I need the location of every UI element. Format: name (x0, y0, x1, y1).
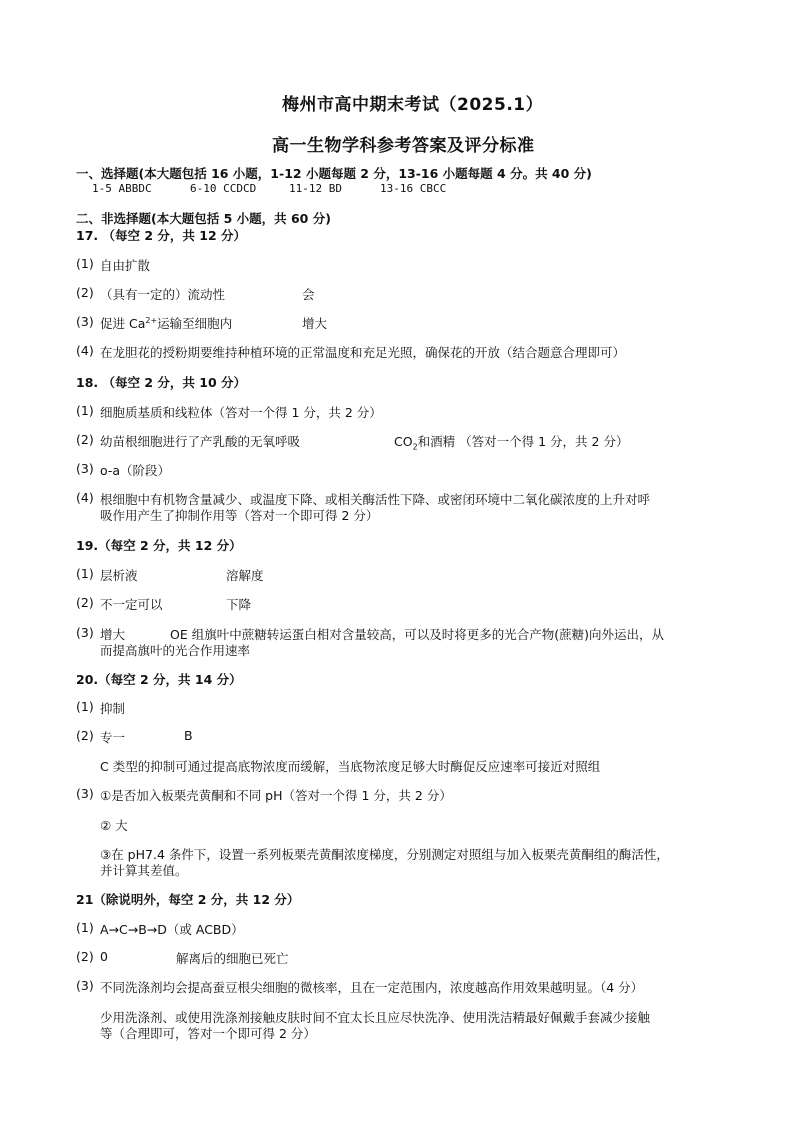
document-title: 梅州市高中期末考试（2025.1） (282, 95, 544, 115)
answer-number: (1) (76, 699, 94, 714)
question-17-heading: 17. （每空 2 分，共 12 分） (76, 228, 246, 243)
answer-text: OE 组旗叶中蔗糖转运蛋白相对含量较高，可以及时将更多的光合产物(蔗糖)向外运出，从 (170, 627, 664, 642)
mc-answer-group: 11-12 BD (289, 182, 342, 195)
answer-text: 并计算其差值。 (100, 863, 188, 878)
answer-text: ③在 pH7.4 条件下，设置一系列板栗壳黄酮浓度梯度，分别测定对照组与加入板栗壳黄酮组的酶活性， (100, 847, 669, 862)
answer-text: 而提高旗叶的光合作用速率 (100, 643, 251, 658)
answer-text: 促进 $Ca^{2+}$运输至细胞内 (100, 315, 233, 331)
question-20-heading: 20.（每空 2 分，共 14 分） (76, 672, 242, 687)
answer-text: 不同洗涤剂均会提高蚕豆根尖细胞的微核率，且在一定范围内，浓度越高作用效果越明显。（4 分） (100, 980, 644, 995)
answer-text: 会 (302, 287, 315, 302)
answer-text: 自由扩散 (100, 258, 151, 273)
answer-number: (1) (76, 566, 94, 581)
section-1-heading: 一、选择题(本大题包括 16 小题，1-12 小题每题 2 分，13-16 小题每题 4 分。共 40 分) (76, 166, 592, 181)
answer-text: B (184, 728, 193, 743)
answer-text: 不一定可以 (100, 597, 163, 612)
question-19-heading: 19.（每空 2 分，共 12 分） (76, 538, 242, 553)
answer-number: (2) (76, 432, 94, 447)
answer-text: 溶解度 (226, 568, 264, 583)
answer-number: (2) (76, 285, 94, 300)
answer-text: 下降 (226, 597, 252, 612)
answer-text: 幼苗根细胞进行了产乳酸的无氧呼吸 (100, 434, 301, 449)
answer-text: A→C→B→D（或 ACBD） (100, 922, 244, 937)
answer-text: 专一 (100, 730, 126, 745)
answer-number: (1) (76, 403, 94, 418)
answer-text: （具有一定的）流动性 (100, 287, 226, 302)
mc-answer-group: 1-5 ABBDC (92, 182, 152, 195)
mc-answer-group: 13-16 CBCC (380, 182, 447, 195)
answer-number: (3) (76, 786, 94, 801)
mc-answer-group: 6-10 CCDCD (190, 182, 257, 195)
answer-number: (3) (76, 461, 94, 476)
answer-text: o-a（阶段） (100, 463, 171, 478)
answer-number: (2) (76, 595, 94, 610)
answer-text: 等（合理即可，答对一个即可得 2 分） (100, 1026, 316, 1041)
answer-text: 细胞质基质和线粒体（答对一个得 1 分，共 2 分） (100, 405, 382, 420)
answer-text: 解离后的细胞已死亡 (176, 951, 289, 966)
answer-number: (3) (76, 314, 94, 329)
answer-number: (1) (76, 920, 94, 935)
answer-text: 抑制 (100, 701, 126, 716)
answer-number: (2) (76, 949, 94, 964)
question-18-heading: 18. （每空 2 分，共 10 分） (76, 375, 246, 390)
answer-text: 少用洗涤剂、或使用洗涤剂接触皮肤时间不宜太长且应尽快洗净、使用洗洁精最好佩戴手套减少接触 (100, 1010, 651, 1025)
answer-text: 增大 (302, 316, 328, 331)
answer-number: (1) (76, 256, 94, 271)
question-21-heading: 21（除说明外，每空 2 分，共 12 分） (76, 892, 300, 907)
answer-text: 层析液 (100, 568, 138, 583)
answer-text: ② 大 (100, 818, 128, 833)
answer-text: C 类型的抑制可通过提高底物浓度而缓解，当底物浓度足够大时酶促反应速率可接近对照组 (100, 759, 601, 774)
answer-text: 0 (100, 949, 108, 964)
answer-text: $CO_2$和酒精 （答对一个得 1 分，共 2 分） (394, 434, 629, 452)
answer-number: (4) (76, 490, 94, 505)
answer-text: 在龙胆花的授粉期要维持种植环境的正常温度和充足光照，确保花的开放（结合题意合理即可） (100, 345, 626, 360)
answer-number: (2) (76, 728, 94, 743)
document-subtitle: 高一生物学科参考答案及评分标准 (272, 136, 535, 156)
answer-number: (3) (76, 625, 94, 640)
answer-number: (4) (76, 343, 94, 358)
answer-text: ①是否加入板栗壳黄酮和不同 pH（答对一个得 1 分，共 2 分） (100, 788, 452, 803)
answer-number: (3) (76, 978, 94, 993)
answer-text: 根细胞中有机物含量减少、或温度下降、或相关酶活性下降、或密闭环境中二氧化碳浓度的上升对呼 (100, 492, 651, 507)
answer-text: 增大 (100, 627, 126, 642)
answer-text: 吸作用产生了抑制作用等（答对一个即可得 2 分） (100, 508, 379, 523)
section-2-heading: 二、非选择题(本大题包括 5 小题，共 60 分) (76, 211, 331, 226)
